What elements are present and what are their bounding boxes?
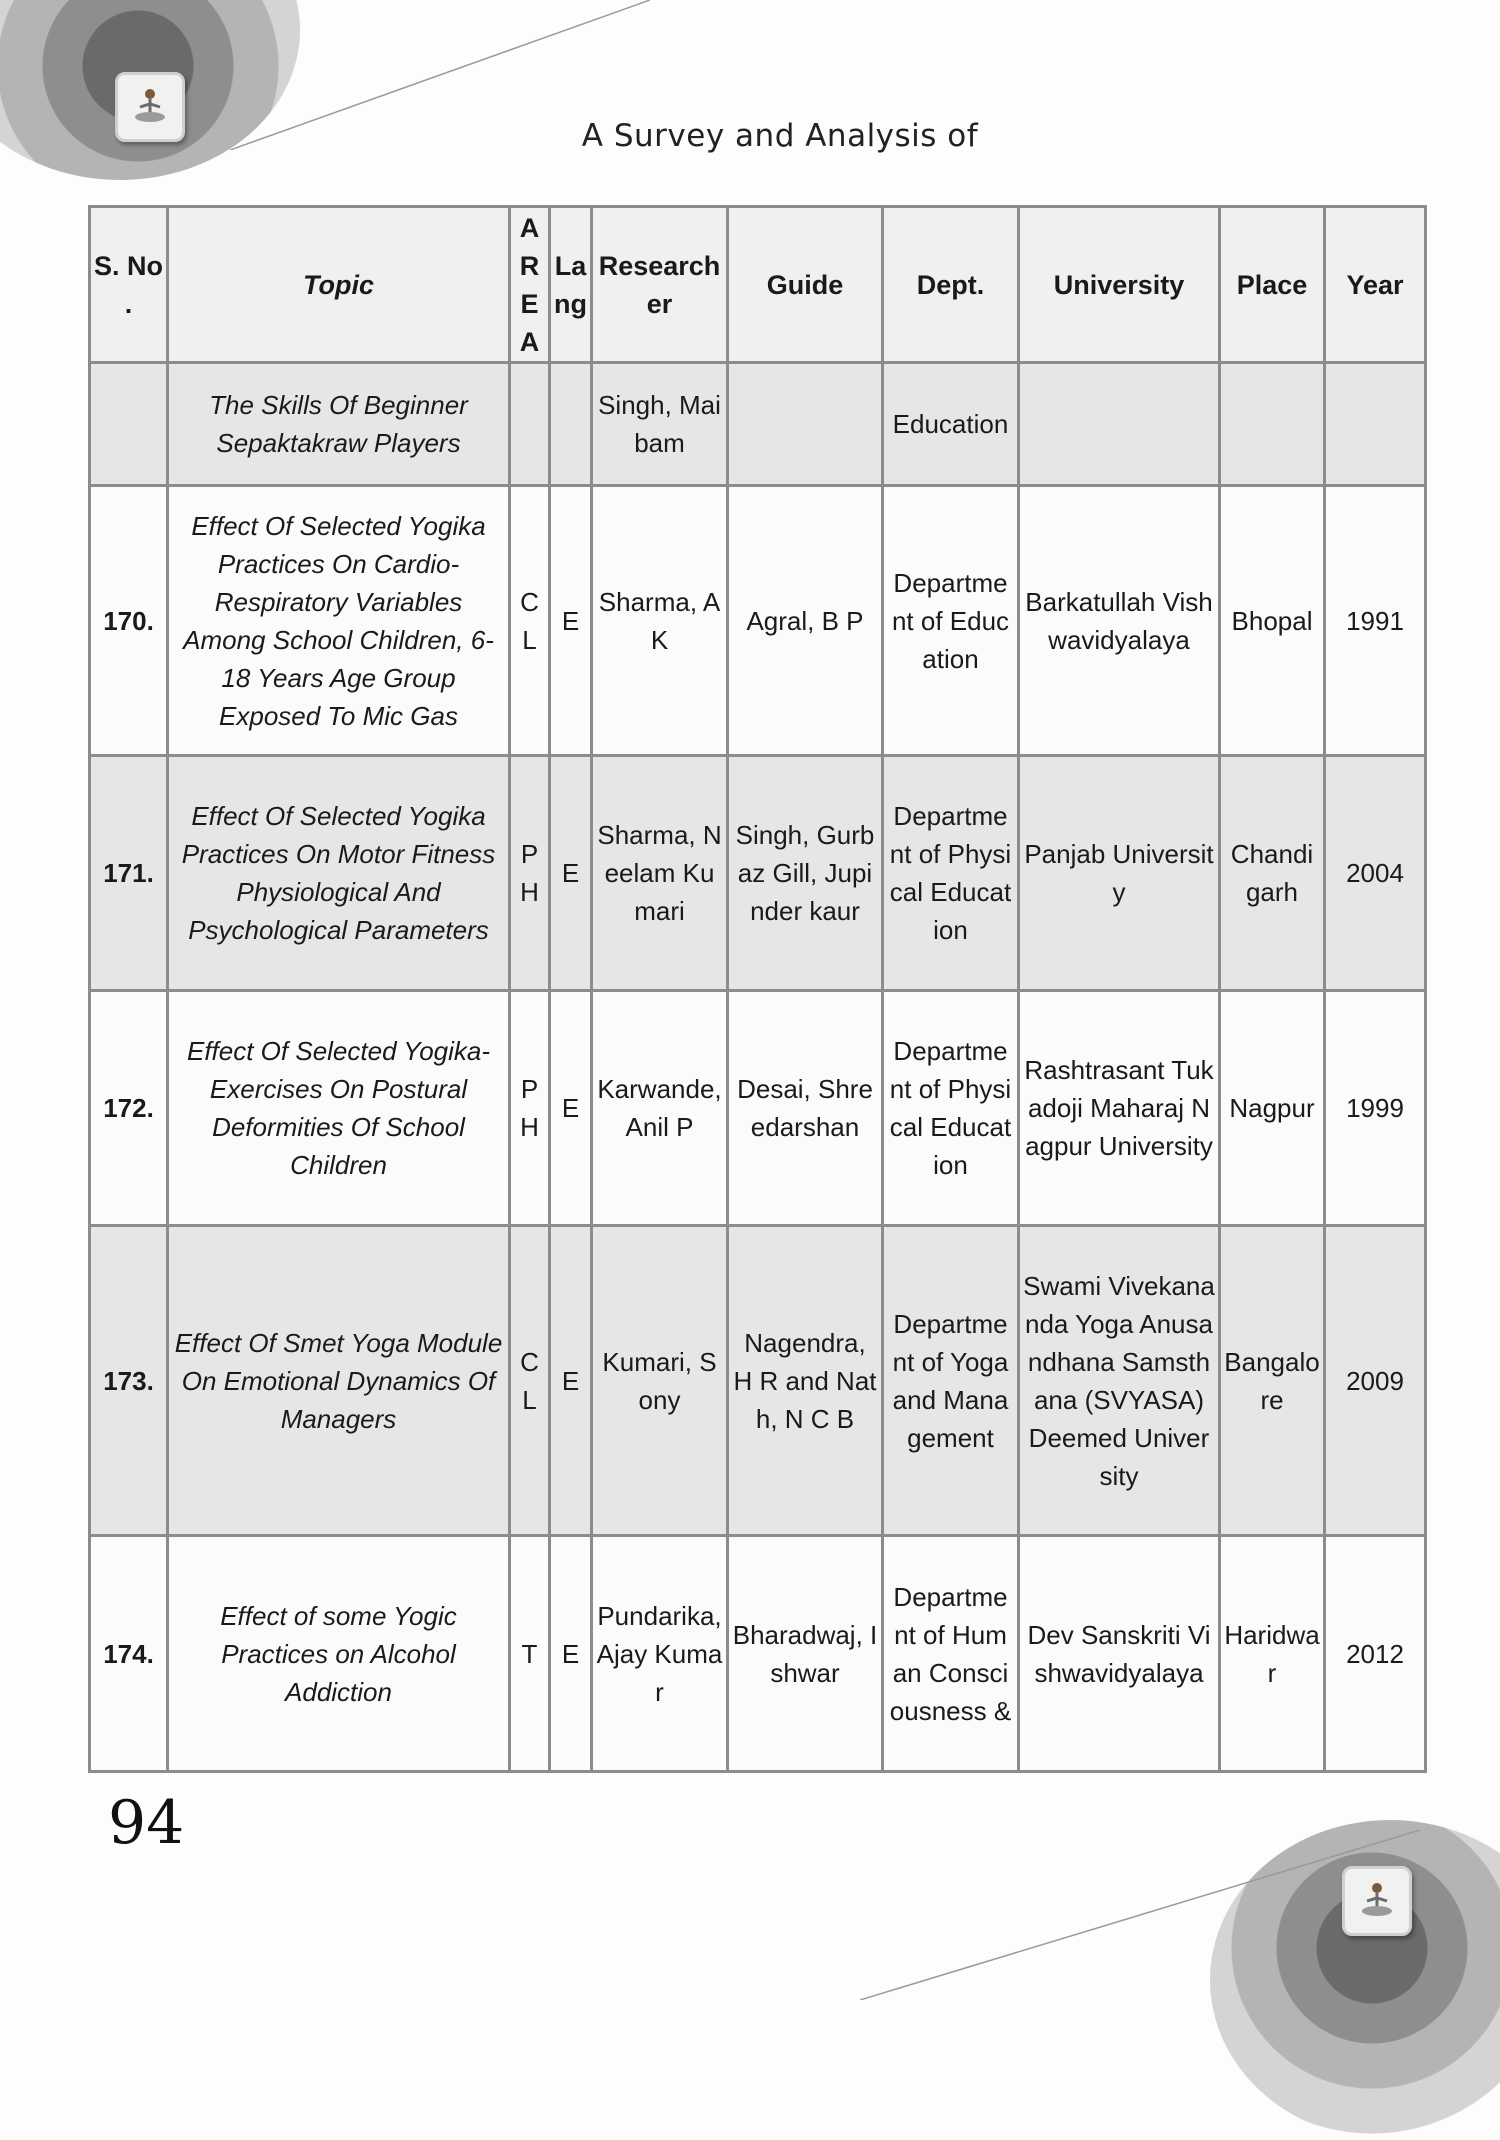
cell-lang: E	[550, 486, 592, 756]
cell-researcher: Pundarika, Ajay Kumar	[592, 1536, 728, 1772]
cell-lang: E	[550, 991, 592, 1226]
cell-guide: Agral, B P	[728, 486, 883, 756]
cell-area: CL	[510, 1226, 550, 1536]
cell-topic: Effect Of Selected Yogika-Exercises On Postural Deformities Of School Children	[168, 991, 510, 1226]
cell-university: Panjab University	[1019, 756, 1220, 991]
cell-place: Haridwar	[1220, 1536, 1325, 1772]
cell-area: T	[510, 1536, 550, 1772]
cell-year: 2012	[1325, 1536, 1426, 1772]
column-header-university: University	[1019, 207, 1220, 363]
cell-university: Swami Vivekananda Yoga Anusandhana Samsthana (SVYASA) Deemed University	[1019, 1226, 1220, 1536]
page-title: A Survey and Analysis of	[581, 118, 979, 154]
decorative-line	[860, 1830, 1420, 2000]
column-header-place: Place	[1220, 207, 1325, 363]
cell-sno: 172.	[90, 991, 168, 1226]
yoga-figure-logo-icon	[1342, 1866, 1412, 1936]
cell-topic: Effect Of Selected Yogika Practices On Motor Fitness Physiological And Psychological Parameters	[168, 756, 510, 991]
cell-university: Dev Sanskriti Vishwavidyalaya	[1019, 1536, 1220, 1772]
cell-place: Bhopal	[1220, 486, 1325, 756]
column-header-sno: S. No .	[90, 207, 168, 363]
cell-topic: Effect of some Yogic Practices on Alcohol Addiction	[168, 1536, 510, 1772]
cell-area: PH	[510, 756, 550, 991]
cell-researcher: Sharma, A K	[592, 486, 728, 756]
cell-year: 1999	[1325, 991, 1426, 1226]
cell-year: 2009	[1325, 1226, 1426, 1536]
cell-lang: E	[550, 1226, 592, 1536]
table-row	[90, 756, 1426, 991]
cell-place: Chandigarh	[1220, 756, 1325, 991]
cell-dept: Education	[883, 363, 1019, 486]
cell-lang: E	[550, 756, 592, 991]
cell-dept: Department of Education	[883, 486, 1019, 756]
cell-area: CL	[510, 486, 550, 756]
cell-dept: Department of Physical Education	[883, 756, 1019, 991]
cell-guide	[728, 363, 883, 486]
cell-researcher: Kumari, Sony	[592, 1226, 728, 1536]
cell-sno: 171.	[90, 756, 168, 991]
cell-year: 1991	[1325, 486, 1426, 756]
column-header-lang: Lang	[550, 207, 592, 363]
cell-university: Rashtrasant Tukadoji Maharaj Nagpur University	[1019, 991, 1220, 1226]
cell-area: PH	[510, 991, 550, 1226]
cell-year	[1325, 363, 1426, 486]
cell-researcher: Singh, Maibam	[592, 363, 728, 486]
cell-guide: Singh, Gurbaz Gill, Jupinder kaur	[728, 756, 883, 991]
cell-topic: Effect Of Smet Yoga Module On Emotional Dynamics Of Managers	[168, 1226, 510, 1536]
survey-table	[88, 205, 1427, 1773]
cell-researcher: Karwande, Anil P	[592, 991, 728, 1226]
table-row	[90, 1536, 1426, 1772]
cell-area	[510, 363, 550, 486]
column-header-guide: Guide	[728, 207, 883, 363]
column-header-year: Year	[1325, 207, 1426, 363]
table-row	[90, 991, 1426, 1226]
cell-lang: E	[550, 1536, 592, 1772]
table-header-row	[90, 207, 1426, 363]
cell-lang	[550, 363, 592, 486]
column-header-topic: Topic	[168, 207, 510, 363]
cell-dept: Department of Human Consciousness &	[883, 1536, 1019, 1772]
table-row	[90, 363, 1426, 486]
cell-year: 2004	[1325, 756, 1426, 991]
cell-dept: Department of Yoga and Management	[883, 1226, 1019, 1536]
column-header-dept: Dept.	[883, 207, 1019, 363]
cell-topic: The Skills Of Beginner Sepaktakraw Players	[168, 363, 510, 486]
cell-university: Barkatullah Vishwavidyalaya	[1019, 486, 1220, 756]
column-header-area: AREA	[510, 207, 550, 363]
cell-topic: Effect Of Selected Yogika Practices On Cardio-Respiratory Variables Among School Children, 6-18 Years Age Group Exposed To Mic Gas	[168, 486, 510, 756]
cell-dept: Department of Physical Education	[883, 991, 1019, 1226]
cell-guide: Nagendra, H R and Nath, N C B	[728, 1226, 883, 1536]
cell-sno: 174.	[90, 1536, 168, 1772]
cell-guide: Desai, Shreedarshan	[728, 991, 883, 1226]
page-number: 94	[108, 1788, 185, 1858]
table-row	[90, 1226, 1426, 1536]
cell-place: Bangalore	[1220, 1226, 1325, 1536]
cell-university	[1019, 363, 1220, 486]
cell-sno	[90, 363, 168, 486]
column-header-researcher: Researcher	[592, 207, 728, 363]
cell-sno: 173.	[90, 1226, 168, 1536]
cell-sno: 170.	[90, 486, 168, 756]
cell-researcher: Sharma, Neelam Kumari	[592, 756, 728, 991]
cell-place	[1220, 363, 1325, 486]
table-row	[90, 486, 1426, 756]
cell-place: Nagpur	[1220, 991, 1325, 1226]
cell-guide: Bharadwaj, Ishwar	[728, 1536, 883, 1772]
